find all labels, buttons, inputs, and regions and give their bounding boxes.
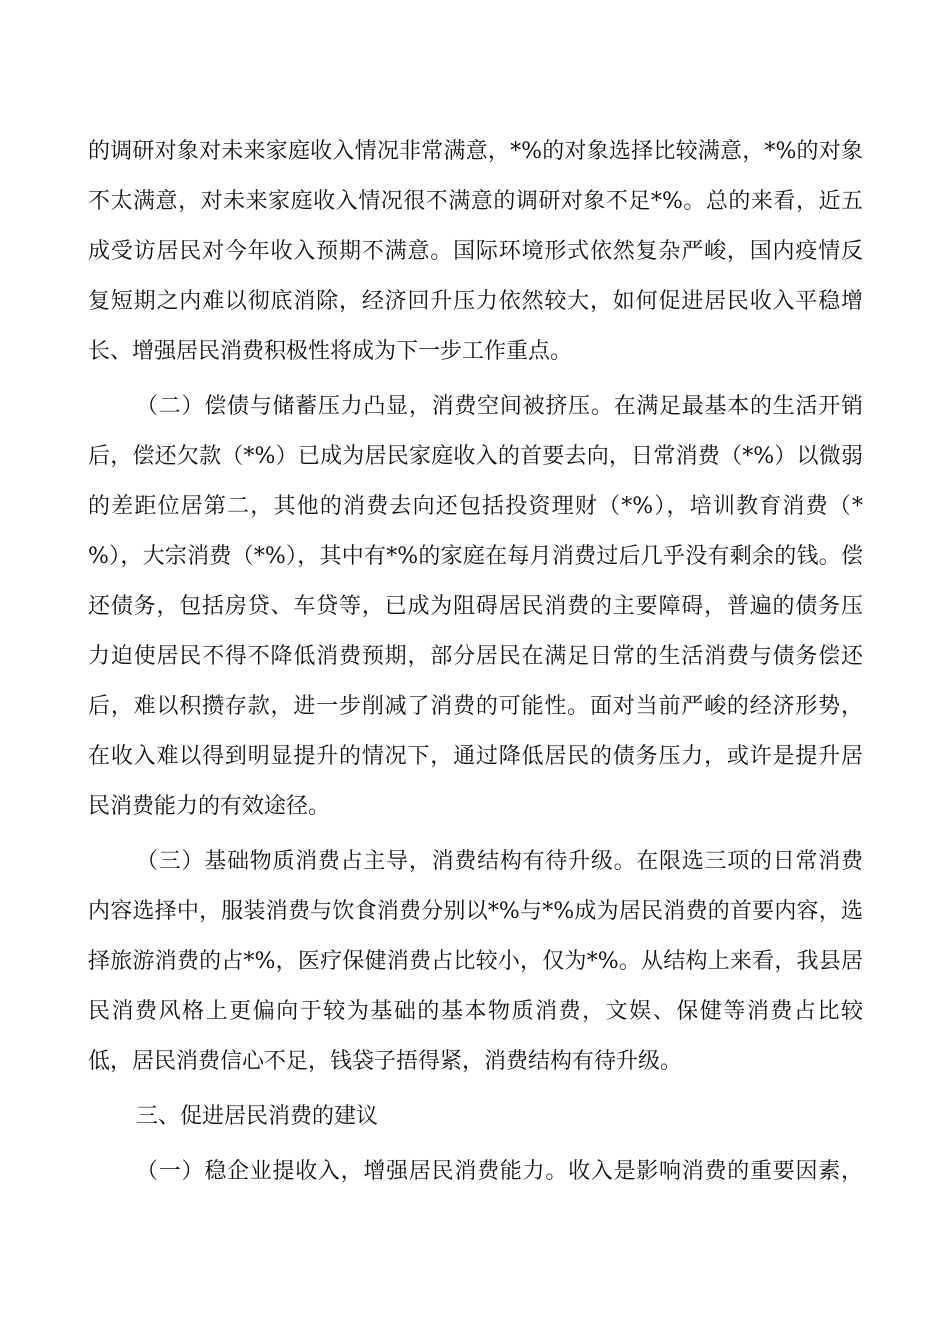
paragraph-line: 成受访居民对今年收入预期不满意。国际环境形式依然复杂严峻，国内疫情反	[88, 239, 863, 264]
paragraph-line: 力迫使居民不得不降低消费预期，部分居民在满足日常的生活消费与债务偿还	[88, 644, 863, 669]
section-heading-line: （一）稳企业提收入，增强居民消费能力。收入是影响消费的重要因素，	[136, 1159, 863, 1184]
paragraph-line: 后，难以积攒存款，进一步削减了消费的可能性。面对当前严峻的经济形势，	[88, 694, 863, 719]
paragraph-line: 的调研对象对未来家庭收入情况非常满意，*%的对象选择比较满意，*%的对象	[88, 139, 863, 164]
section-heading-line: （二）偿债与储蓄压力凸显，消费空间被挤压。在满足最基本的生活开销	[136, 394, 863, 419]
paragraph-line: 择旅游消费的占*%，医疗保健消费占比较小，仅为*%。从结构上来看，我县居	[88, 949, 863, 974]
paragraph-line: 还债务，包括房贷、车贷等，已成为阻碍居民消费的主要障碍，普遍的债务压	[88, 594, 863, 619]
paragraph-line: 不太满意，对未来家庭收入情况很不满意的调研对象不足*%。总的来看，近五	[88, 189, 863, 214]
paragraph-line: 后，偿还欠款（*%）已成为居民家庭收入的首要去向，日常消费（*%）以微弱	[88, 444, 863, 469]
paragraph-line: 内容选择中，服装消费与饮食消费分别以*%与*%成为居民消费的首要内容，选	[88, 899, 863, 924]
paragraph-line: %），大宗消费（*%），其中有*%的家庭在每月消费过后几乎没有剩余的钱。偿	[88, 544, 863, 569]
paragraph-line: 长、增强居民消费积极性将成为下一步工作重点。	[88, 339, 573, 364]
paragraph-line: 民消费风格上更偏向于较为基础的基本物质消费，文娱、保健等消费占比较	[88, 999, 863, 1024]
paragraph-line: 的差距位居第二，其他的消费去向还包括投资理财（*%），培训教育消费（*	[88, 494, 863, 519]
paragraph-line: 民消费能力的有效途径。	[88, 794, 331, 819]
paragraph-line: 复短期之内难以彻底消除，经济回升压力依然较大，如何促进居民收入平稳增	[88, 289, 863, 314]
section-title: 三、促进居民消费的建议	[136, 1104, 379, 1129]
paragraph-line: 在收入难以得到明显提升的情况下，通过降低居民的债务压力，或许是提升居	[88, 744, 863, 769]
section-heading-line: （三）基础物质消费占主导，消费结构有待升级。在限选三项的日常消费	[136, 849, 863, 874]
paragraph-line: 低，居民消费信心不足，钱袋子捂得紧，消费结构有待升级。	[88, 1049, 683, 1074]
